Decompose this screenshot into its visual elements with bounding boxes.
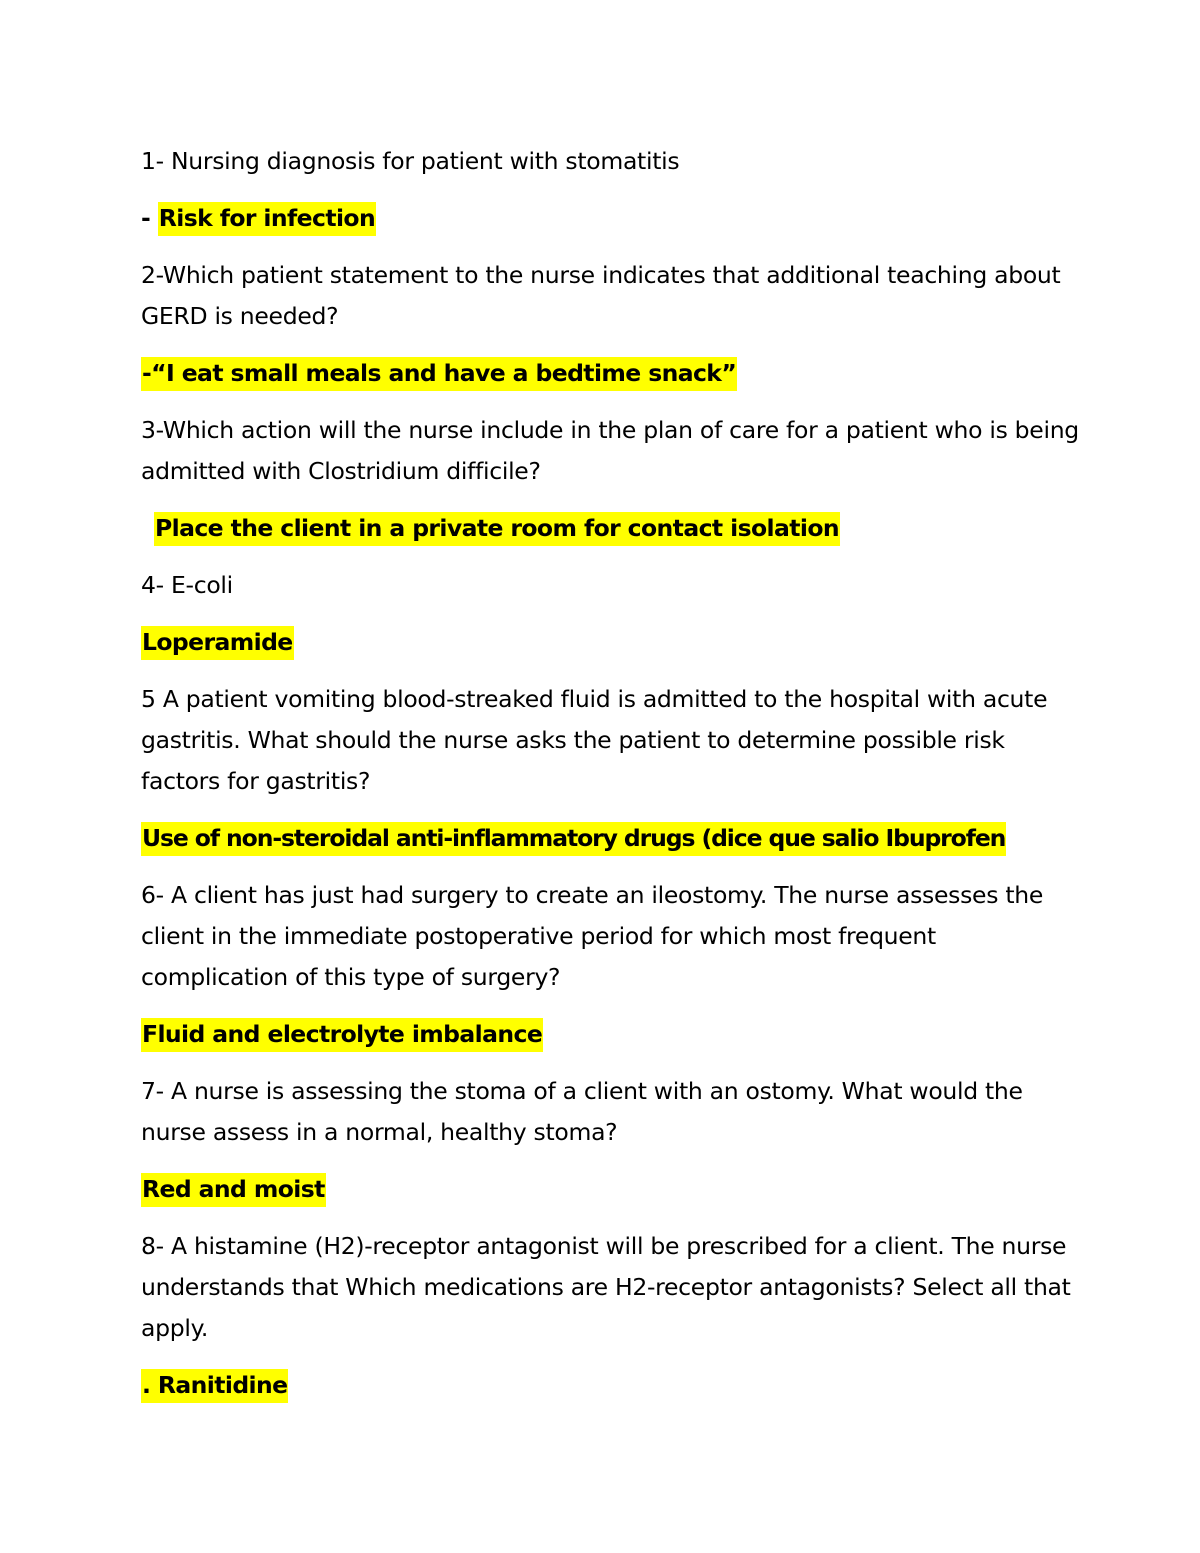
answer-6 — [141, 1014, 1081, 1055]
question-2: 2-Which patient statement to the nurse indicates that additional teaching about GERD is needed? — [141, 261, 1061, 330]
question-3: 3-Which action will the nurse include in the plan of care for a patient who is being admitted with Clostridium difficile? — [141, 416, 1079, 485]
answer-5-text: Use of non-steroidal anti-inflammatory drugs (dice que salio Ibuprofen — [141, 822, 1006, 856]
answer-1 — [141, 198, 1081, 239]
answer-8 — [141, 1365, 1081, 1406]
answer-3 — [141, 508, 1081, 549]
question-8: 8- A histamine (H2)-receptor antagonist will be prescribed for a client. The nurse understands that Which medications are H2-receptor antagonists? Select all that apply. — [141, 1232, 1071, 1342]
document-body — [141, 141, 1081, 1422]
answer-3-text: Place the client in a private room for contact isolation — [154, 512, 840, 546]
question-6: 6- A client has just had surgery to create an ileostomy. The nurse assesses the client in the immediate postoperative period for which most frequent complication of this type of surgery? — [141, 881, 1043, 991]
answer-6-text: Fluid and electrolyte imbalance — [141, 1018, 543, 1052]
answer-4-text: Loperamide — [141, 626, 294, 660]
question-5: 5 A patient vomiting blood-streaked fluid is admitted to the hospital with acute gastritis. What should the nurse asks the patient to determine possible risk factors for gastritis? — [141, 685, 1048, 795]
answer-5 — [141, 818, 1081, 859]
answer-7-text: Red and moist — [141, 1173, 326, 1207]
answer-4 — [141, 622, 1081, 663]
answer-1-text: Risk for infection — [158, 202, 376, 236]
question-7: 7- A nurse is assessing the stoma of a client with an ostomy. What would the nurse assess in a normal, healthy stoma? — [141, 1077, 1023, 1146]
answer-2 — [141, 353, 1081, 394]
question-4: 4- E-coli — [141, 571, 233, 599]
answer-8-text: . Ranitidine — [141, 1369, 288, 1403]
answer-2-text: -“I eat small meals and have a bedtime snack” — [141, 357, 737, 391]
answer-1-prefix: - — [141, 204, 158, 232]
question-1: 1- Nursing diagnosis for patient with stomatitis — [141, 147, 680, 175]
answer-7 — [141, 1169, 1081, 1210]
